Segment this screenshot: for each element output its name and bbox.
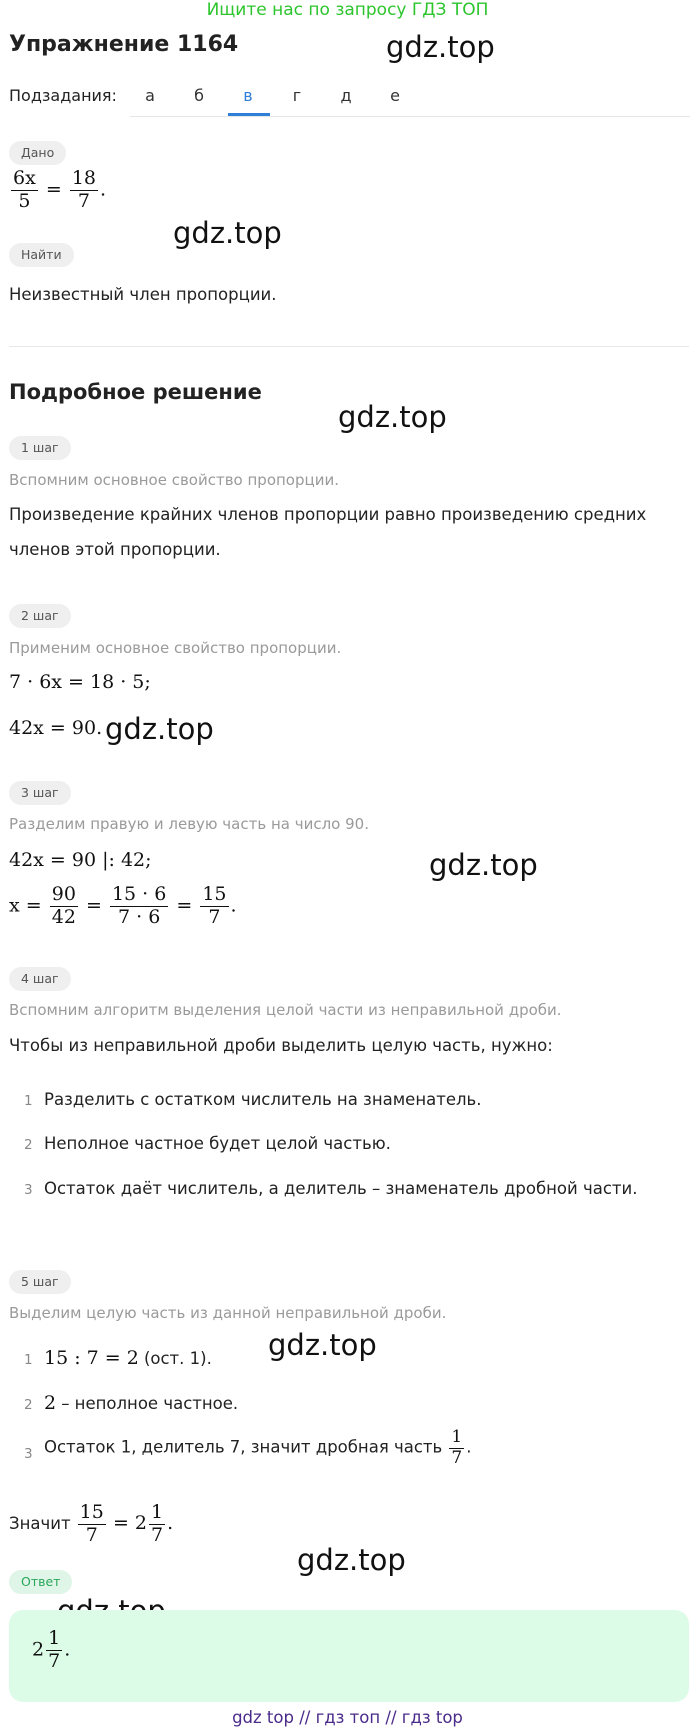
list-item: Разделить с остатком числитель на знаменатель.: [44, 1090, 482, 1109]
list-item: [44, 1392, 238, 1414]
answer-box: [9, 1610, 689, 1702]
watermark: gdz.top: [105, 712, 214, 746]
period: .: [230, 894, 237, 917]
conclusion-word: Значит: [9, 1513, 71, 1533]
step-badge: 4 шаг: [9, 967, 71, 991]
watermark: gdz.top: [173, 216, 282, 250]
fraction-denominator: 7: [78, 1524, 106, 1547]
fraction-denominator: 7: [451, 1447, 463, 1468]
subtask-tab[interactable]: б: [194, 86, 204, 105]
fraction-denominator: 7: [48, 1649, 61, 1672]
fraction-denominator: 7: [200, 906, 228, 929]
list-item: [44, 1347, 212, 1369]
fraction-numerator: 15: [202, 883, 227, 905]
search-banner: Ищите нас по запросу ГДЗ ТОП: [206, 0, 489, 20]
math-text: = 2: [112, 1511, 147, 1534]
list-number: 1: [24, 1093, 33, 1109]
step-badge: 2 шаг: [9, 604, 71, 628]
fraction-numerator: 15 · 6: [111, 883, 167, 905]
fraction-numerator: 1: [151, 1501, 164, 1523]
math-text: 15 : 7 = 2: [44, 1347, 139, 1369]
period: .: [64, 1638, 71, 1661]
period: .: [167, 1511, 174, 1534]
step-text: Чтобы из неправильной дроби выделить целую часть, нужно:: [9, 1036, 553, 1055]
list-item: Остаток даёт числитель, а делитель – знаменатель дробной части.: [44, 1179, 638, 1198]
list-number: 2: [24, 1137, 33, 1153]
fraction-chain: [9, 884, 237, 929]
equals-sign: =: [176, 894, 193, 917]
subtasks-label: Подзадания:: [9, 86, 117, 105]
equals-sign: =: [45, 178, 62, 201]
list-number: 2: [24, 1397, 33, 1413]
equation: 42x = 90.: [9, 717, 103, 739]
step-hint: Выделим целую часть из данной неправильной дроби.: [9, 1304, 447, 1322]
active-tab-indicator: [228, 113, 270, 116]
subtask-tab[interactable]: д: [340, 86, 352, 105]
given-equation: [9, 168, 106, 213]
subtask-tab[interactable]: е: [390, 86, 400, 105]
step-hint: Применим основное свойство пропорции.: [9, 639, 342, 657]
list-item: Неполное частное будет целой частью.: [44, 1134, 391, 1153]
subtask-tab[interactable]: г: [292, 86, 302, 105]
fraction-numerator: 1: [451, 1427, 463, 1447]
list-number: 1: [24, 1352, 33, 1368]
step-badge: 5 шаг: [9, 1270, 71, 1294]
footer-links[interactable]: gdz top // гдз топ // гдз top: [232, 1708, 463, 1727]
period: .: [466, 1437, 472, 1457]
fraction-denominator: 7: [70, 190, 98, 213]
subtask-tab[interactable]: а: [145, 86, 155, 105]
fraction-numerator: 15: [79, 1501, 104, 1523]
fraction-numerator: 6x: [13, 167, 36, 189]
page-title: Упражнение 1164: [9, 32, 239, 57]
divider: [9, 346, 689, 347]
answer-whole: 2: [32, 1638, 45, 1661]
solution-title: Подробное решение: [9, 380, 262, 404]
step-badge: 1 шаг: [9, 436, 71, 460]
conclusion: [9, 1502, 173, 1547]
subtask-tab-active[interactable]: в: [243, 86, 253, 105]
watermark: gdz.top: [268, 1328, 377, 1362]
list-item-text: – неполное частное.: [61, 1394, 239, 1413]
equation: 7 · 6x = 18 · 5;: [9, 671, 151, 693]
watermark: gdz.top: [386, 30, 495, 64]
given-badge: Дано: [9, 141, 66, 165]
fraction-numerator: 90: [51, 883, 76, 905]
find-text: Неизвестный член пропорции.: [9, 285, 277, 304]
watermark: gdz.top: [338, 400, 447, 434]
find-badge: Найти: [9, 243, 74, 267]
equation: 42x = 90 |: 42;: [9, 849, 152, 871]
step-hint: Вспомним основное свойство пропорции.: [9, 471, 339, 489]
equals-sign: =: [85, 894, 102, 917]
fraction-denominator: 42: [51, 905, 76, 928]
fraction-denominator: 7: [151, 1523, 164, 1546]
period: .: [100, 178, 107, 201]
fraction-numerator: 1: [48, 1627, 61, 1649]
watermark: gdz.top: [429, 848, 538, 882]
subtask-tabs: [130, 82, 690, 117]
list-number: 3: [24, 1182, 33, 1198]
step-hint: Вспомним алгоритм выделения целой части из неправильной дроби.: [9, 1001, 562, 1019]
fraction-denominator: 5: [11, 190, 38, 213]
step-hint: Разделим правую и левую часть на число 90.: [9, 815, 369, 833]
step-text: членов этой пропорции.: [9, 540, 221, 559]
watermark: gdz.top: [297, 1543, 406, 1577]
step-text: Произведение крайних членов пропорции равно произведению средних: [9, 505, 647, 524]
math-text: x =: [9, 894, 42, 917]
answer-value: [32, 1628, 70, 1673]
fraction-denominator: 7 · 6: [110, 906, 168, 929]
fraction-numerator: 18: [71, 167, 97, 189]
list-item-text: Остаток 1, делитель 7, значит дробная часть: [44, 1437, 443, 1457]
step-badge: 3 шаг: [9, 781, 71, 805]
list-number: 3: [24, 1446, 33, 1462]
list-item-text: (ост. 1).: [143, 1349, 212, 1368]
list-item: [44, 1428, 471, 1468]
math-text: 2: [44, 1392, 57, 1414]
answer-badge: Ответ: [9, 1570, 72, 1594]
